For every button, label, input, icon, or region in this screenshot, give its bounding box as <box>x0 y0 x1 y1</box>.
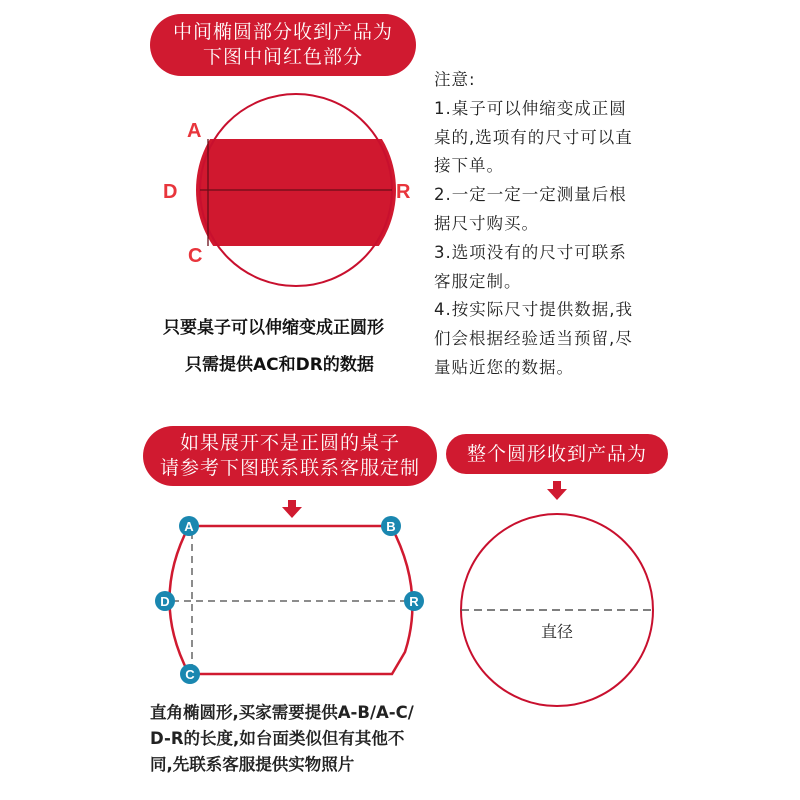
oval-table-diagram <box>155 516 424 684</box>
notes-title: 注意: <box>434 70 476 89</box>
banner-line: 整个圆形收到产品为 <box>466 442 647 465</box>
bottom-instructions <box>150 700 460 778</box>
notes-line: 客服定制。 <box>434 271 522 291</box>
badge-d <box>155 591 175 611</box>
badge-c <box>180 664 200 684</box>
svg-text:D: D <box>160 594 170 609</box>
svg-text:C: C <box>185 667 195 682</box>
notes-line: 量贴近您的数据。 <box>434 357 574 377</box>
notes-panel <box>434 66 684 383</box>
notes-line: 2.一定一定一定测量后根 <box>434 185 627 205</box>
banner-line: 如果展开不是正圆的桌子 <box>179 432 400 454</box>
bottom-right-banner <box>446 434 668 474</box>
circle-table-diagram <box>163 94 411 286</box>
bottom-left-banner <box>143 426 437 486</box>
banner-line: 请参考下图联系联系客服定制 <box>159 457 420 479</box>
instruction-line: D-R的长度,如台面类似但有其他不 <box>150 729 405 748</box>
notes-line: 1.桌子可以伸缩变成正圆 <box>434 98 627 118</box>
label-a: A <box>187 120 202 142</box>
notes-line: 4.按实际尺寸提供数据,我 <box>434 300 633 320</box>
instruction-line: 同,先联系客服提供实物照片 <box>150 755 355 774</box>
red-band <box>190 139 410 246</box>
notes-line: 们会根据经验适当预留,尽 <box>434 329 633 349</box>
banner-line: 下图中间红色部分 <box>202 46 363 68</box>
badge-r <box>404 591 424 611</box>
notes-line: 桌的,选项有的尺寸可以直 <box>434 127 633 147</box>
notes-line: 接下单。 <box>434 156 504 176</box>
round-table-diagram <box>461 514 653 706</box>
svg-text:R: R <box>409 594 419 609</box>
label-r: R <box>396 181 411 203</box>
banner-line: 中间椭圆部分收到产品为 <box>172 21 393 43</box>
instruction-line: 直角椭圆形,买家需要提供A-B/A-C/ <box>150 703 414 722</box>
badge-a <box>179 516 199 536</box>
label-d: D <box>163 181 178 203</box>
arrow-down-icon <box>282 500 302 518</box>
arrow-down-icon <box>547 481 567 500</box>
svg-text:A: A <box>184 519 194 534</box>
caption-line-2: 只需提供AC和DR的数据 <box>185 355 374 375</box>
diameter-label: 直径 <box>540 622 574 641</box>
notes-line: 3.选项没有的尺寸可联系 <box>434 242 627 262</box>
badge-b <box>381 516 401 536</box>
notes-line: 据尺寸购买。 <box>434 213 539 233</box>
label-c: C <box>188 245 203 267</box>
oval-outline <box>170 526 413 674</box>
svg-text:B: B <box>386 519 396 534</box>
caption-line-1: 只要桌子可以伸缩变成正圆形 <box>163 318 384 338</box>
